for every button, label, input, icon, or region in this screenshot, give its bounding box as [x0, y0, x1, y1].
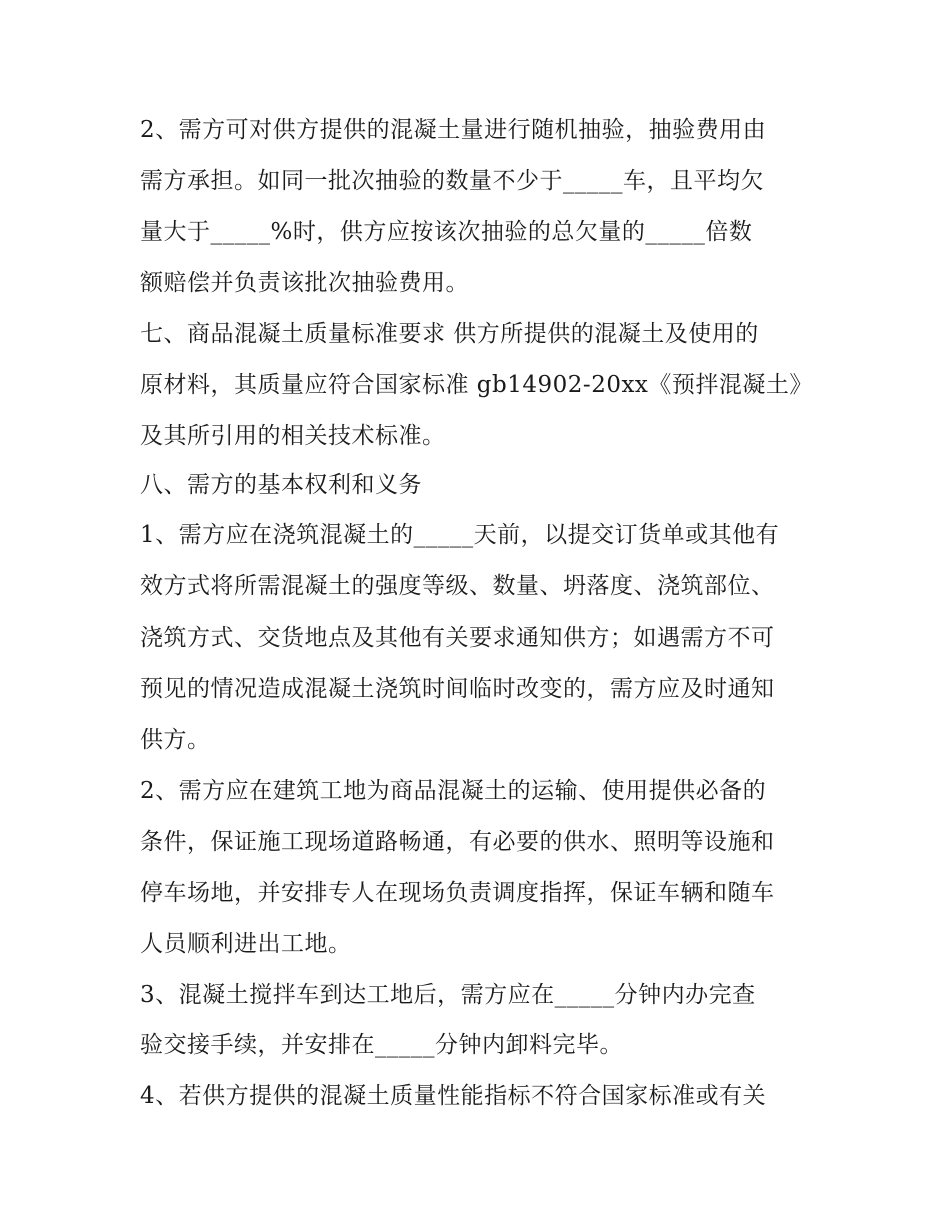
- text-line: 预见的情况造成混凝土浇筑时间临时改变的，需方应及时通知: [140, 676, 775, 702]
- text-line: 及其所引用的相关技术标准。: [140, 423, 446, 449]
- text-line: 需方承担。如同一批次抽验的数量不少于_____车，且平均欠: [140, 168, 764, 194]
- text-line: 1、需方应在浇筑混凝土的_____天前，以提交订货单或其他有: [140, 522, 780, 548]
- text-line: 2、需方应在建筑工地为商品混凝土的运输、使用提供必备的: [140, 778, 767, 804]
- text-line: 原材料，其质量应符合国家标准 gb14902-20xx《预拌混凝土》: [140, 372, 813, 398]
- text-line: 供方。: [140, 727, 211, 753]
- text-line: 停车场地，并安排专人在现场负责调度指挥，保证车辆和随车: [140, 880, 775, 906]
- text-line: 额赔偿并负责该批次抽验费用。: [140, 270, 469, 296]
- text-line: 验交接手续，并安排在_____分钟内卸料完毕。: [140, 1032, 623, 1058]
- text-line: 4、若供方提供的混凝土质量性能指标不符合国家标准或有关: [140, 1083, 767, 1109]
- section-heading: 八、需方的基本权利和义务: [140, 472, 422, 498]
- text-line: 人员顺利进出工地。: [140, 931, 352, 957]
- text-line: 3、混凝土搅拌车到达工地后，需方应在_____分钟内办完查: [140, 982, 756, 1008]
- text-line: 2、需方可对供方提供的混凝土量进行随机抽验，抽验费用由: [140, 117, 767, 143]
- text-line: 七、商品混凝土质量标准要求 供方所提供的混凝土及使用的: [140, 321, 759, 347]
- text-line: 条件，保证施工现场道路畅通，有必要的供水、照明等设施和: [140, 829, 775, 855]
- text-line: 效方式将所需混凝土的强度等级、数量、坍落度、浇筑部位、: [140, 573, 775, 599]
- text-line: 浇筑方式、交货地点及其他有关要求通知供方；如遇需方不可: [140, 625, 775, 651]
- text-line: 量大于_____%时，供方应按该次抽验的总欠量的_____倍数: [140, 219, 753, 245]
